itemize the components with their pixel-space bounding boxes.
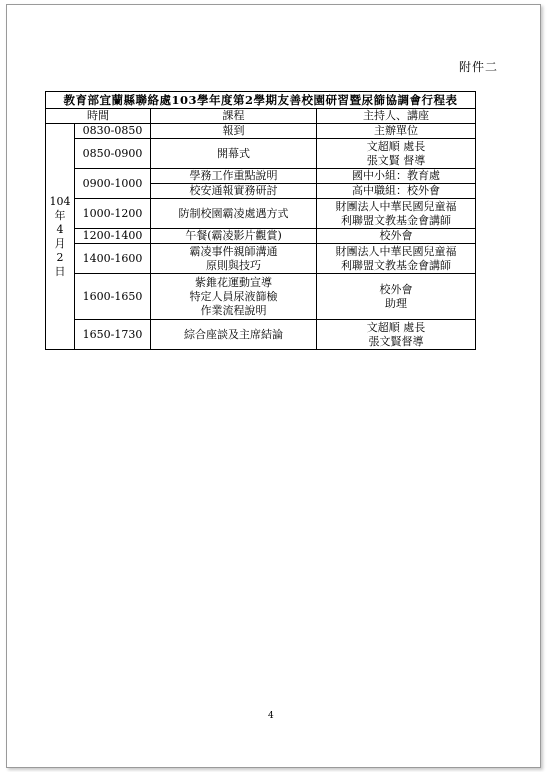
time-cell: 1650-1730 [75, 320, 151, 350]
date-char: 日 [54, 264, 66, 278]
host-cell [317, 199, 476, 229]
time-cell: 0850-0900 [75, 139, 151, 169]
page-number: 4 [268, 711, 274, 721]
course-cell: 防制校園霸凌處遇方式 [151, 199, 317, 229]
host-cell: 主辦單位 [317, 124, 476, 139]
date-cell [46, 124, 75, 350]
time-cell: 1000-1200 [75, 199, 151, 229]
course-cell: 午餐(霸凌影片觀賞) [151, 229, 317, 244]
header-course: 課程 [151, 109, 317, 124]
host-line: 助理 [385, 296, 407, 310]
host-line: 張文賢督導 [368, 334, 424, 348]
course-cell: 綜合座談及主席結論 [151, 320, 317, 350]
course-cell: 開幕式 [151, 139, 317, 169]
table-row [46, 229, 476, 244]
host-line: 財團法人中華民國兒童福 [335, 199, 457, 213]
course-line: 作業流程說明 [200, 303, 267, 317]
host-cell [317, 274, 476, 320]
time-cell: 1600-1650 [75, 274, 151, 320]
course-cell: 報到 [151, 124, 317, 139]
table-row [46, 320, 476, 350]
time-cell: 0900-1000 [75, 169, 151, 199]
schedule-title: 教育部宜蘭縣聯絡處103學年度第2學期友善校園研習暨尿篩協調會行程表 [46, 92, 476, 109]
host-line: 財團法人中華民國兒童福 [335, 244, 457, 258]
time-cell: 1200-1400 [75, 229, 151, 244]
host-cell: 高中職組：校外會 [317, 184, 476, 199]
course-line: 特定人員尿液篩檢 [189, 289, 278, 303]
host-line: 利聯盟文教基金會講師 [341, 213, 451, 227]
time-cell: 1400-1600 [75, 244, 151, 274]
course-line: 霸凌事件親師溝通 [189, 244, 278, 258]
table-row [46, 139, 476, 169]
host-cell [317, 320, 476, 350]
schedule-table [45, 91, 476, 350]
date-char: 2 [56, 250, 64, 264]
table-row [46, 124, 476, 139]
table-row [46, 244, 476, 274]
header-time: 時間 [46, 109, 151, 124]
table-row [46, 274, 476, 320]
host-cell [317, 244, 476, 274]
course-cell: 學務工作重點說明 [151, 169, 317, 184]
table-row [46, 199, 476, 229]
host-cell [317, 139, 476, 169]
course-cell: 校安通報實務研討 [151, 184, 317, 199]
host-line: 文超順 處長 [366, 139, 426, 153]
host-line: 文超順 處長 [366, 320, 426, 334]
course-cell [151, 244, 317, 274]
date-char: 年 [54, 208, 66, 222]
host-line: 張文賢 督導 [366, 153, 426, 167]
host-cell: 校外會 [317, 229, 476, 244]
course-line: 原則與技巧 [206, 258, 261, 272]
annex-label: 附件二 [459, 60, 499, 74]
course-line: 紫錐花運動宣導 [195, 275, 272, 289]
host-line: 利聯盟文教基金會講師 [341, 258, 451, 272]
date-char: 104 [49, 194, 71, 208]
date-char: 月 [54, 236, 66, 250]
time-cell: 0830-0850 [75, 124, 151, 139]
header-host: 主持人、講座 [317, 109, 476, 124]
host-cell: 國中小組：教育處 [317, 169, 476, 184]
host-line: 校外會 [379, 282, 413, 296]
table-row [46, 169, 476, 184]
date-char: 4 [56, 222, 64, 236]
course-cell [151, 274, 317, 320]
